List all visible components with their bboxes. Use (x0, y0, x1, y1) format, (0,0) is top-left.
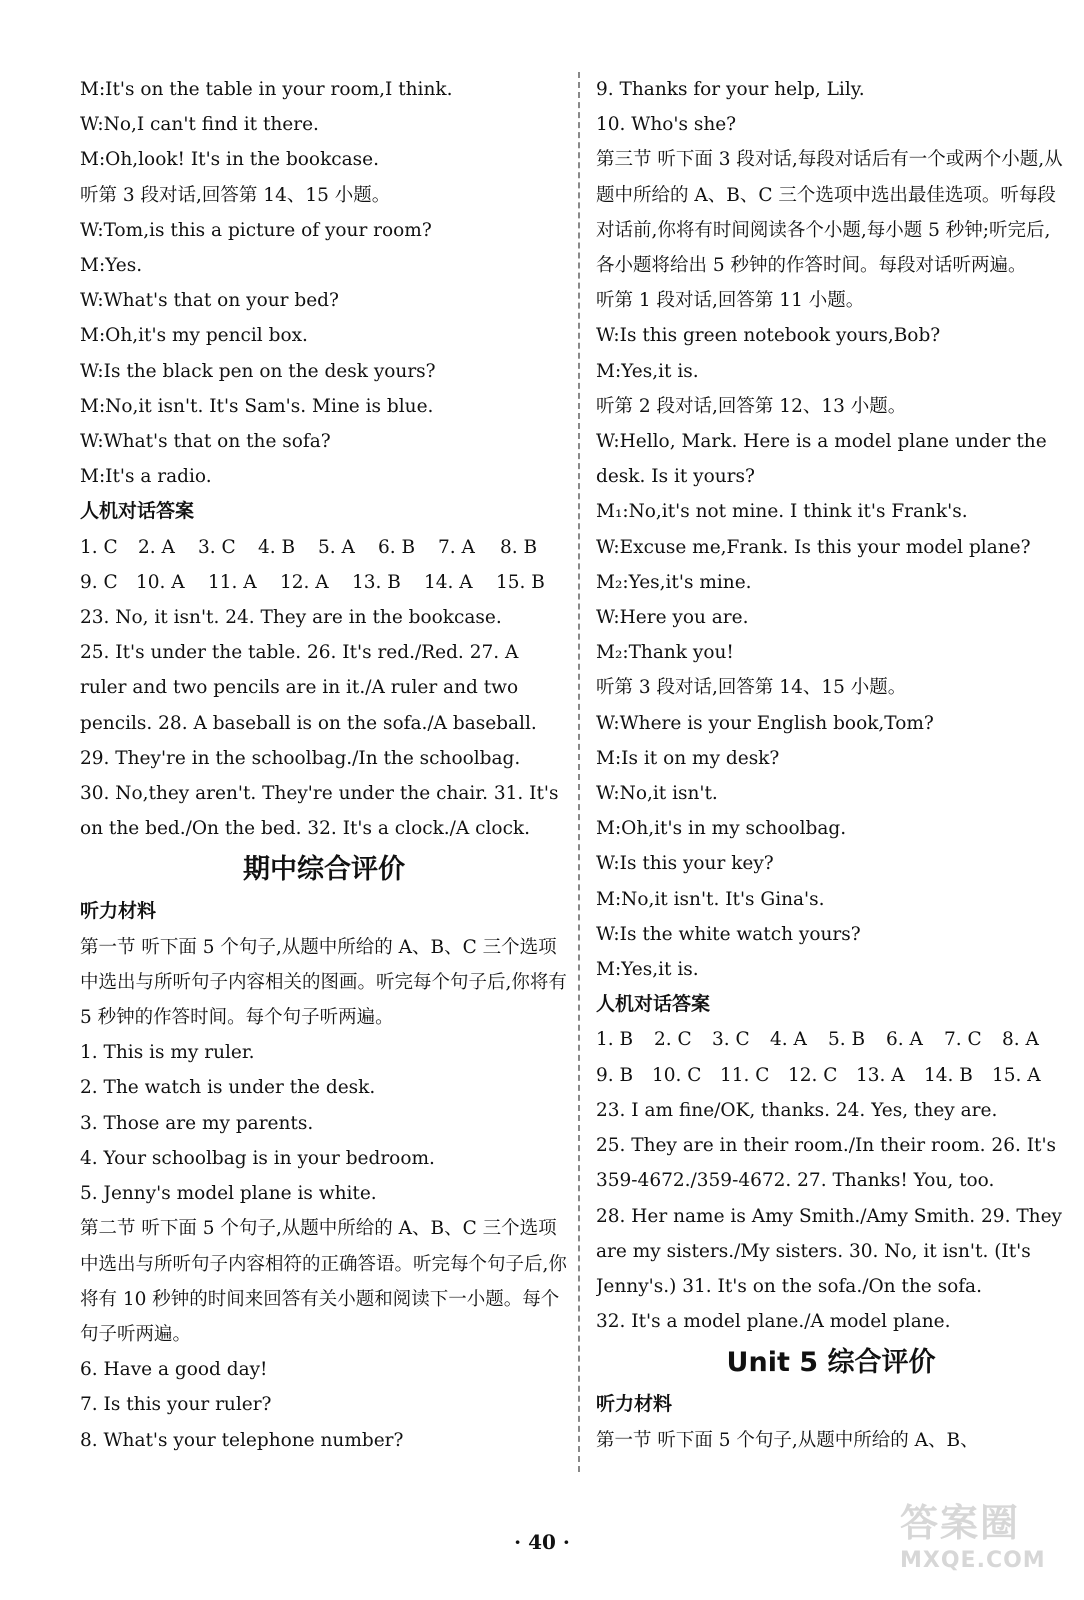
page-number: · 40 · (514, 1530, 570, 1554)
section-title: 期中综合评价 (243, 854, 405, 886)
question-item: 9. Thanks for your help, Lily. (596, 79, 865, 100)
dialog-line: M:It's on the table in your room,I think. (80, 79, 453, 100)
answer-item: 2. A (138, 536, 175, 558)
watermark-logo (900, 1500, 1070, 1590)
dialog-line: M:Oh,look! It's in the bookcase. (80, 149, 379, 171)
answers-row (596, 1058, 1066, 1093)
part-intro: 第三节 听下面 3 段对话,每段对话后有一个或两个小题,从题中所给的 A、B、C 三个选项中选出最佳选项。听每段对话前,你将有时间阅读各个小题,每小题 5 秒钟;听完后,各小题将给出 5 秒钟的作答时间。每段对话听两遍。 (596, 149, 1063, 277)
answer-item: 10. C (652, 1064, 702, 1086)
question-item: 7. Is this your ruler? (80, 1394, 272, 1416)
answer-item: 3. C (712, 1029, 750, 1051)
dialog-line: W:No,I can't find it there. (80, 114, 319, 136)
dialog-line: M:Yes,it is. (596, 360, 699, 382)
dialog-header: 听第 3 段对话,回答第 14、15 小题。 (596, 677, 907, 699)
answer-text: 23. I am fine/OK, thanks. 24. Yes, they are. (596, 1099, 998, 1121)
dialog-line: M:Oh,it's in my schoolbag. (596, 818, 847, 840)
dialog-line: W:Excuse me,Frank. Is this your model plane? (596, 536, 1031, 558)
answer-text: 25. It's under the table. 26. It's red./Red. 27. A ruler and two pencils are in it./A ruler and two pencils. 28. A baseball is on the sofa./A baseball. (80, 642, 537, 734)
answer-text: 25. They are in their room./In their room. 26. It's 359-4672./359-4672. 27. Thanks! You, too. (596, 1135, 1057, 1192)
answer-text: 30. No,they aren't. They're under the chair. 31. It's on the bed./On the bed. 32. It's a clock./A clock. (80, 783, 559, 840)
answer-item: 7. A (438, 536, 475, 558)
question-item: 8. What's your telephone number? (80, 1429, 404, 1451)
dialog-line: M₂:Yes,it's mine. (596, 571, 752, 593)
answers-header: 人机对话答案 (596, 993, 711, 1016)
dialog-line: M:Oh,it's my pencil box. (80, 325, 308, 347)
question-item: 6. Have a good day! (80, 1359, 268, 1381)
answer-item: 14. B (924, 1064, 973, 1086)
answer-item: 1. B (596, 1029, 634, 1051)
answer-item: 13. B (352, 571, 401, 593)
section-title: Unit 5 综合评价 (726, 1347, 936, 1379)
part-intro: 第一节 听下面 5 个句子,从题中所给的 A、B、C 三个选项中选出与所听句子内容相关的图画。听完每个句子后,你将有 5 秒钟的作答时间。每个句子听两遍。 (80, 936, 567, 1029)
question-item: 4. Your schoolbag is in your bedroom. (80, 1147, 435, 1169)
answer-item: 3. C (198, 536, 236, 558)
watermark-url: MXQE.COM (900, 1548, 1046, 1573)
answer-item: 1. C (80, 536, 118, 558)
dialog-line: W:Is this your key? (596, 853, 774, 875)
part-intro: 第二节 听下面 5 个句子,从题中所给的 A、B、C 三个选项中选出与所听句子内容相符的正确答语。听完每个句子后,你将有 10 秒钟的时间来回答有关小题和阅读下一小题。每个句子听两遍。 (80, 1218, 567, 1345)
part-intro: 第一节 听下面 5 个句子,从题中所给的 A、B、 (596, 1429, 979, 1451)
question-item: 3. Those are my parents. (80, 1112, 314, 1134)
dialog-line: W:Is the white watch yours? (596, 923, 861, 945)
dialog-header: 听第 3 段对话,回答第 14、15 小题。 (80, 184, 391, 206)
answer-text: 28. Her name is Amy Smith./Amy Smith. 29. They are my sisters./My sisters. 30. No, it isn't. (It's Jenny's.) 31. It's on the sofa./On the sofa. (596, 1205, 1062, 1297)
dialog-line: W:Is this green notebook yours,Bob? (596, 325, 941, 347)
answer-text: 29. They're in the schoolbag./In the schoolbag. (80, 747, 521, 769)
question-item: 10. Who's she? (596, 114, 737, 136)
answer-item: 12. C (788, 1064, 838, 1086)
dialog-header: 听第 1 段对话,回答第 11 小题。 (596, 290, 865, 312)
answer-text: 23. No, it isn't. 24. They are in the bookcase. (80, 607, 502, 629)
answers-row (596, 1022, 1066, 1057)
answer-text: 32. It's a model plane./A model plane. (596, 1311, 951, 1333)
answer-item: 2. C (654, 1029, 692, 1051)
dialog-line: M:Is it on my desk? (596, 747, 780, 769)
answer-item: 15. A (992, 1064, 1041, 1086)
dialog-line: W:Tom,is this a picture of your room? (80, 219, 432, 241)
dialog-line: M:Yes. (80, 255, 143, 277)
dialog-header: 听第 2 段对话,回答第 12、13 小题。 (596, 395, 907, 417)
answer-item: 6. A (886, 1029, 923, 1051)
answer-item: 5. B (828, 1029, 866, 1051)
dialog-line: W:Is the black pen on the desk yours? (80, 360, 436, 382)
dialog-line: M:No,it isn't. It's Sam's. Mine is blue. (80, 395, 434, 417)
dialog-line: M:It's a radio. (80, 466, 212, 488)
answer-item: 9. C (80, 571, 118, 593)
answer-item: 10. A (136, 571, 185, 593)
listening-header: 听力材料 (596, 1393, 673, 1416)
answer-item: 12. A (280, 571, 329, 593)
answer-item: 8. A (1002, 1029, 1039, 1051)
answers-header: 人机对话答案 (80, 500, 195, 523)
answer-item: 11. A (208, 571, 257, 593)
dialog-line: M:Yes,it is. (596, 959, 699, 981)
dialog-line: W:What's that on your bed? (80, 290, 339, 312)
answer-item: 13. A (856, 1064, 905, 1086)
question-item: 5. Jenny's model plane is white. (80, 1183, 377, 1205)
question-item: 1. This is my ruler. (80, 1042, 255, 1064)
answer-item: 6. B (378, 536, 416, 558)
right-column (596, 72, 1066, 1540)
dialog-line: W:No,it isn't. (596, 783, 718, 805)
answer-item: 5. A (318, 536, 355, 558)
question-item: 2. The watch is under the desk. (80, 1077, 376, 1099)
answers-row (80, 565, 568, 600)
dialog-line: W:Here you are. (596, 607, 749, 629)
dialog-line: M:No,it isn't. It's Gina's. (596, 888, 825, 910)
dialog-line: M₂:Thank you! (596, 642, 734, 664)
answer-item: 7. C (944, 1029, 982, 1051)
column-divider (578, 72, 580, 1472)
answers-row (80, 530, 568, 565)
answer-item: 4. A (770, 1029, 807, 1051)
dialog-line: W:Where is your English book,Tom? (596, 712, 934, 734)
answer-item: 11. C (720, 1064, 770, 1086)
dialog-line: W:Hello, Mark. Here is a model plane under the desk. Is it yours? (596, 431, 1047, 488)
left-column (80, 72, 568, 1540)
dialog-line: M₁:No,it's not mine. I think it's Frank's. (596, 501, 968, 523)
answer-item: 15. B (496, 571, 545, 593)
answer-item: 4. B (258, 536, 296, 558)
answer-item: 9. B (596, 1064, 634, 1086)
listening-header: 听力材料 (80, 900, 157, 923)
answer-item: 14. A (424, 571, 473, 593)
answer-item: 8. B (500, 536, 538, 558)
dialog-line: W:What's that on the sofa? (80, 431, 331, 453)
watermark-text: 答案圈 (900, 1501, 1021, 1545)
